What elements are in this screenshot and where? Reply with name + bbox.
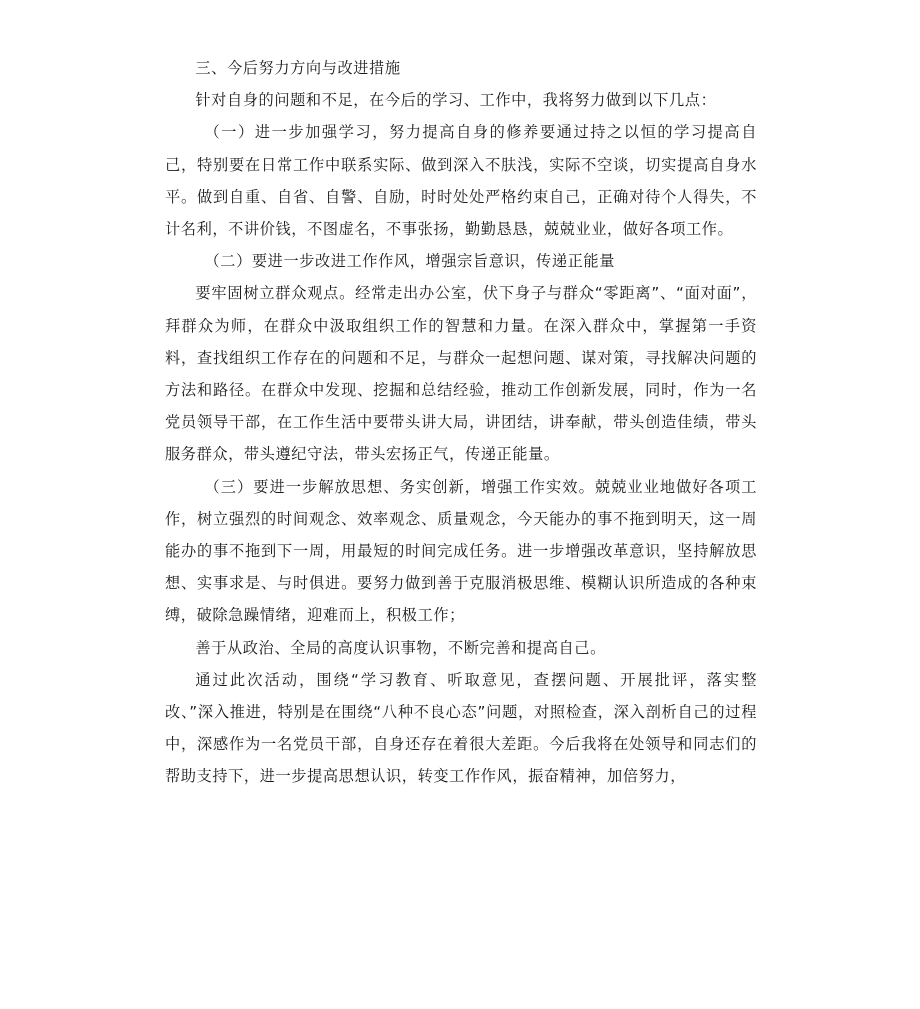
paragraph-item-1: （一）进一步加强学习，努力提高自身的修养要通过持之以恒的学习提高自己，特别要在日常工作中联系实际、做到深入不肤浅，实际不空谈，切实提高自身水平。做到自重、自省、自警、自励，时时处处严格约束自己，正确对待个人得失，不计名利，不讲价钱，不图虚名，不事张扬，勤勤恳恳，兢兢业业，做好各项工作。 (165, 123, 757, 239)
paragraph-item-2-body: 要牢固树立群众观点。经常走出办公室，伏下身子与群众“零距离”、“面对面”，拜群众为师，在群众中汲取组织工作的智慧和力量。在深入群众中，掌握第一手资料，查找组织工作存在的问题和不足，与群众一起想问题、谋对策，寻找解决问题的方法和路径。在群众中发现、挖掘和总结经验，推动工作创新发展，同时，作为一名党员领导干部，在工作生活中要带头讲大局，讲团结，讲奉献，带头创造佳绩，带头服务群众，带头遵纪守法，带头宏扬正气，传递正能量。 (165, 284, 757, 464)
document-body (165, 52, 757, 793)
section-heading: 三、今后努力方向与改进措施 (195, 59, 401, 77)
paragraph-item-3: （三）要进一步解放思想、务实创新，增强工作实效。兢兢业业地做好各项工作，树立强烈的时间观念、效率观念、质量观念，今天能办的事不拖到明天，这一周能办的事不拖到下一周，用最短的时间完成任务。进一步增强改革意识，坚持解放思想、实事求是、与时俱进。要努力做到善于克服消极思维、模糊认识所造成的各种束缚，破除急躁情绪，迎难而上，积极工作； (165, 477, 757, 625)
paragraph-conclusion: 通过此次活动，围绕“学习教育、听取意见，查摆问题、开展批评，落实整改、”深入推进，特别是在围绕“八种不良心态”问题，对照检查，深入剖析自己的过程中，深感作为一名党员干部，自身还存在着很大差距。今后我将在处领导和同志们的帮助支持下，进一步提高思想认识，转变工作作风，振奋精神，加倍努力， (165, 670, 757, 786)
paragraph-item-2-heading: （二）要进一步改进工作作风，增强宗旨意识，传递正能量 (204, 252, 615, 271)
paragraph-item-3-continued: 善于从政治、全局的高度认识事物，不断完善和提高自己。 (195, 638, 606, 657)
paragraph-intro: 针对自身的问题和不足，在今后的学习、工作中，我将努力做到以下几点： (195, 91, 717, 110)
